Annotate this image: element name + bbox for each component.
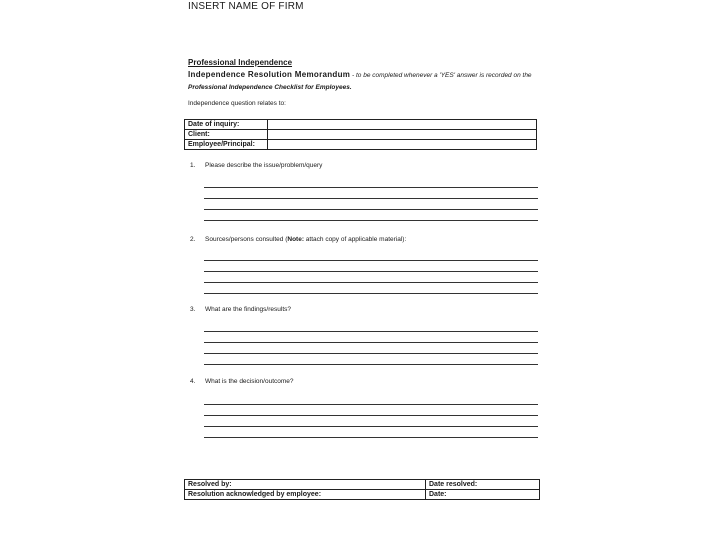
- question-1: [190, 162, 322, 169]
- question-3: [190, 306, 291, 313]
- question-4: [190, 378, 294, 385]
- memo-instruction-checklist: Professional Independence Checklist for Employees.: [188, 84, 352, 91]
- acknowledged-by-employee-label[interactable]: Resolution acknowledged by employee:: [185, 490, 426, 500]
- answer-line[interactable]: [204, 331, 538, 332]
- client-label: Client:: [185, 130, 268, 140]
- question-number: 3.: [190, 306, 196, 313]
- question-2: [190, 236, 406, 243]
- answer-line[interactable]: [204, 260, 538, 261]
- answer-line[interactable]: [204, 437, 538, 438]
- question-text: What are the findings/results?: [205, 306, 291, 313]
- inquiry-details-table: [184, 119, 537, 150]
- table-row: [185, 480, 540, 490]
- memo-instruction-prefix: - to be completed whenever a 'YES' answer is recorded on the: [350, 72, 532, 79]
- answer-line[interactable]: [204, 187, 538, 188]
- answer-line[interactable]: [204, 220, 538, 221]
- question-text: What is the decision/outcome?: [205, 378, 294, 385]
- date-resolved-label[interactable]: Date resolved:: [426, 480, 540, 490]
- table-row: [185, 130, 537, 140]
- answer-lines-3[interactable]: [204, 331, 538, 375]
- answer-lines-4[interactable]: [204, 404, 538, 448]
- answer-line[interactable]: [204, 282, 538, 283]
- memo-title-block: [188, 69, 548, 93]
- date-of-inquiry-label: Date of inquiry:: [185, 120, 268, 130]
- memo-name: Independence Resolution Memorandum: [188, 70, 351, 79]
- question-note-label: Note:: [287, 236, 304, 243]
- form-heading: Professional Independence: [188, 58, 293, 67]
- answer-line[interactable]: [204, 415, 538, 416]
- question-text-prefix: Sources/persons consulted (: [205, 236, 288, 243]
- answer-lines-2[interactable]: [204, 260, 538, 304]
- question-number: 2.: [190, 236, 196, 243]
- table-row: [185, 140, 537, 150]
- question-number: 1.: [190, 162, 196, 169]
- resolution-table: [184, 479, 540, 500]
- firm-name: INSERT NAME OF FIRM: [188, 1, 304, 12]
- table-row: [185, 120, 537, 130]
- answer-lines-1[interactable]: [204, 187, 538, 231]
- answer-line[interactable]: [204, 364, 538, 365]
- date-of-inquiry-field[interactable]: [268, 120, 537, 130]
- table-row: [185, 490, 540, 500]
- resolved-by-label[interactable]: Resolved by:: [185, 480, 426, 490]
- employee-principal-label: Employee/Principal:: [185, 140, 268, 150]
- question-text-suffix: attach copy of applicable material):: [304, 236, 407, 243]
- client-field[interactable]: [268, 130, 537, 140]
- answer-line[interactable]: [204, 198, 538, 199]
- question-number: 4.: [190, 378, 196, 385]
- date-label[interactable]: Date:: [426, 490, 540, 500]
- answer-line[interactable]: [204, 342, 538, 343]
- answer-line[interactable]: [204, 426, 538, 427]
- answer-line[interactable]: [204, 404, 538, 405]
- employee-principal-field[interactable]: [268, 140, 537, 150]
- answer-line[interactable]: [204, 209, 538, 210]
- answer-line[interactable]: [204, 271, 538, 272]
- question-text: Please describe the issue/problem/query: [205, 162, 323, 169]
- answer-line[interactable]: [204, 353, 538, 354]
- relates-label: Independence question relates to:: [188, 100, 286, 107]
- answer-line[interactable]: [204, 293, 538, 294]
